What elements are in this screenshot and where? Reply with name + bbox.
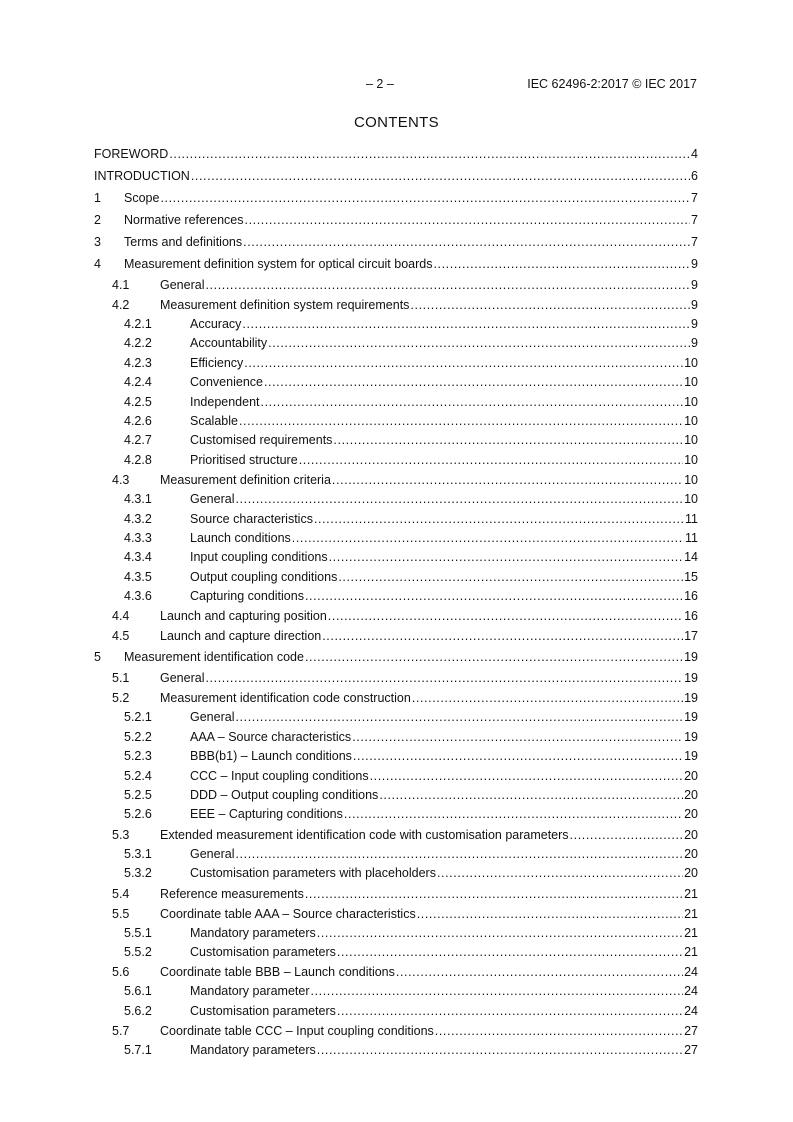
toc-entry-page: 20: [684, 788, 698, 803]
toc-entry-page: 7: [691, 191, 698, 205]
dot-leader: [299, 451, 683, 470]
toc-entry-page: 16: [684, 609, 698, 624]
toc-entry-page: 10: [684, 433, 698, 448]
toc-entry-number: 4.2: [112, 298, 130, 312]
table-of-contents: [94, 143, 698, 1061]
toc-entry[interactable]: [94, 646, 698, 668]
toc-entry-number: 4.3.5: [124, 569, 152, 584]
toc-entry[interactable]: [94, 587, 698, 606]
toc-entry-page: 17: [684, 629, 698, 644]
toc-entry-title: Output coupling conditions: [190, 569, 338, 584]
toc-entry[interactable]: [94, 529, 698, 548]
toc-entry-title: General: [160, 278, 205, 292]
toc-entry-title: General: [190, 492, 235, 507]
toc-entry-page: 20: [684, 866, 698, 881]
toc-entry[interactable]: [94, 315, 698, 334]
dot-leader: [433, 253, 690, 275]
toc-entry-title: EEE – Capturing conditions: [190, 807, 343, 822]
toc-entry[interactable]: [94, 982, 698, 1001]
toc-entry-number: 4.2.1: [124, 317, 152, 331]
toc-entry-page: 19: [684, 671, 698, 686]
toc-entry-title: General: [160, 671, 205, 686]
toc-entry-title: Mandatory parameter: [190, 984, 310, 999]
toc-entry-page: 19: [684, 710, 698, 725]
dot-leader: [235, 708, 683, 727]
toc-entry[interactable]: [94, 845, 698, 864]
toc-entry-page: 7: [691, 235, 698, 249]
toc-entry-title: Customisation parameters: [190, 944, 336, 959]
toc-entry-number: 5.2.4: [124, 768, 152, 783]
toc-entry[interactable]: [94, 373, 698, 392]
toc-entry-page: 9: [691, 336, 698, 351]
toc-entry-number: 3: [94, 235, 101, 249]
toc-entry-page: 21: [684, 925, 698, 940]
toc-entry-title: BBB(b1) – Launch conditions: [190, 749, 352, 764]
dot-leader: [338, 568, 683, 587]
toc-entry-page: 20: [684, 768, 698, 783]
dot-leader: [244, 354, 683, 373]
toc-entry-title: INTRODUCTION: [94, 169, 190, 183]
dot-leader: [337, 1002, 683, 1021]
toc-entry-number: 4.2.3: [124, 355, 152, 370]
dot-leader: [333, 431, 683, 450]
dot-leader: [243, 231, 690, 253]
toc-entry-title: Measurement definition system requirements: [160, 298, 410, 312]
toc-entry-number: 5.6.1: [124, 984, 152, 999]
toc-entry-page: 21: [684, 886, 698, 901]
toc-entry[interactable]: [94, 334, 698, 353]
dot-leader: [370, 767, 684, 786]
toc-entry-number: 5.2.6: [124, 807, 152, 822]
toc-entry-title: Mandatory parameters: [190, 925, 316, 940]
toc-entry-number: 4.2.8: [124, 452, 152, 467]
toc-entry-page: 10: [684, 473, 698, 488]
dot-leader: [311, 982, 684, 1001]
toc-entry[interactable]: [94, 231, 698, 253]
toc-entry-number: 4.2.2: [124, 336, 152, 351]
toc-entry-number: 5.7: [112, 1024, 130, 1039]
toc-entry[interactable]: [94, 606, 698, 626]
dot-leader: [353, 747, 683, 766]
toc-entry-number: 5.5.2: [124, 944, 152, 959]
toc-entry[interactable]: [94, 295, 698, 315]
toc-entry-title: Source characteristics: [190, 511, 313, 526]
toc-entry-page: 27: [684, 1043, 698, 1058]
toc-entry-number: 2: [94, 213, 101, 227]
toc-entry-page: 27: [684, 1024, 698, 1039]
toc-entry-page: 10: [684, 394, 698, 409]
toc-entry-page: 24: [684, 1003, 698, 1018]
dot-leader: [570, 825, 684, 845]
toc-entry-page: 19: [684, 691, 698, 706]
dot-leader: [396, 962, 683, 982]
dot-leader: [337, 943, 683, 962]
toc-entry-number: 5.4: [112, 886, 130, 901]
toc-entry-number: 4.3: [112, 473, 130, 488]
toc-entry-page: 24: [684, 984, 698, 999]
toc-entry-number: 4: [94, 257, 101, 271]
toc-entry-page: 21: [684, 906, 698, 921]
toc-entry-title: General: [190, 846, 235, 861]
toc-entry[interactable]: [94, 253, 698, 275]
toc-entry[interactable]: [94, 825, 698, 845]
toc-entry-page: 19: [684, 749, 698, 764]
toc-entry-number: 4.2.4: [124, 375, 152, 390]
toc-entry-number: 4.3.6: [124, 589, 152, 604]
toc-entry-page: 10: [684, 355, 698, 370]
toc-entry-page: 10: [684, 452, 698, 467]
dot-leader: [261, 393, 684, 412]
page-header: [0, 77, 793, 93]
toc-entry[interactable]: [94, 451, 698, 470]
toc-entry[interactable]: [94, 275, 698, 295]
toc-title: CONTENTS: [354, 114, 439, 131]
dot-leader: [344, 805, 683, 824]
toc-entry-title: Launch and capture direction: [160, 629, 322, 644]
page-number: – 2 –: [366, 77, 394, 91]
toc-entry-title: Extended measurement identification code with customisation parameters: [160, 827, 569, 842]
dot-leader: [328, 606, 683, 626]
toc-entry[interactable]: [94, 786, 698, 805]
toc-entry[interactable]: [94, 805, 698, 824]
toc-entry-page: 19: [684, 650, 698, 665]
dot-leader: [417, 904, 683, 924]
toc-entry-number: 5.2.2: [124, 729, 152, 744]
toc-entry-title: FOREWORD: [94, 147, 169, 161]
dot-leader: [160, 187, 690, 209]
toc-entry-number: 4.2.7: [124, 433, 152, 448]
toc-entry[interactable]: [94, 393, 698, 412]
dot-leader: [379, 786, 683, 805]
toc-entry[interactable]: [94, 490, 698, 509]
toc-entry-title: Launch and capturing position: [160, 609, 327, 624]
toc-entry-page: 9: [691, 257, 698, 271]
toc-entry[interactable]: [94, 143, 698, 165]
toc-entry[interactable]: [94, 412, 698, 431]
dot-leader: [264, 373, 683, 392]
toc-entry[interactable]: [94, 904, 698, 924]
dot-leader: [412, 688, 683, 708]
toc-entry-title: Capturing conditions: [190, 589, 304, 604]
toc-entry-title: Terms and definitions: [124, 235, 243, 249]
toc-entry-page: 21: [684, 944, 698, 959]
toc-entry-page: 24: [684, 965, 698, 980]
toc-entry-page: 9: [691, 317, 698, 331]
toc-entry-page: 11: [685, 530, 698, 545]
toc-entry-number: 5.5.1: [124, 925, 152, 940]
toc-entry-title: Measurement definition criteria: [160, 473, 331, 488]
toc-entry-number: 4.3.3: [124, 530, 152, 545]
toc-entry[interactable]: [94, 924, 698, 943]
toc-entry-title: Scope: [124, 191, 160, 205]
toc-entry[interactable]: [94, 747, 698, 766]
toc-entry-title: Input coupling conditions: [190, 550, 328, 565]
toc-entry[interactable]: [94, 668, 698, 688]
toc-entry-title: Prioritised structure: [190, 452, 298, 467]
toc-entry-number: 5.6.2: [124, 1003, 152, 1018]
toc-entry-number: 5.2.5: [124, 788, 152, 803]
toc-entry[interactable]: [94, 626, 698, 646]
toc-entry-number: 4.2.5: [124, 394, 152, 409]
dot-leader: [437, 864, 683, 883]
toc-entry-number: 4.1: [112, 278, 130, 292]
toc-entry-title: Convenience: [190, 375, 263, 390]
toc-entry[interactable]: [94, 568, 698, 587]
toc-entry-page: 20: [684, 846, 698, 861]
toc-entry[interactable]: [94, 688, 698, 708]
toc-entry-title: Scalable: [190, 413, 238, 428]
toc-entry-number: 5: [94, 650, 101, 665]
toc-entry-title: Measurement identification code: [124, 650, 304, 665]
toc-entry[interactable]: [94, 962, 698, 982]
toc-entry-title: Measurement definition system for optical circuit boards: [124, 257, 433, 271]
toc-entry-page: 16: [684, 589, 698, 604]
dot-leader: [305, 884, 683, 904]
toc-entry-page: 11: [685, 511, 698, 526]
toc-entry-number: 5.3: [112, 827, 130, 842]
dot-leader: [435, 1021, 683, 1041]
toc-entry-title: Reference measurements: [160, 886, 304, 901]
toc-entry[interactable]: [94, 943, 698, 962]
toc-entry[interactable]: [94, 767, 698, 786]
toc-entry[interactable]: [94, 1002, 698, 1021]
dot-leader: [169, 143, 690, 165]
dot-leader: [305, 646, 683, 668]
toc-entry-page: 10: [684, 492, 698, 507]
dot-leader: [305, 587, 683, 606]
dot-leader: [205, 275, 690, 295]
dot-leader: [235, 490, 683, 509]
toc-entry-title: Coordinate table CCC – Input coupling conditions: [160, 1024, 434, 1039]
toc-entry-page: 19: [684, 729, 698, 744]
toc-entry-number: 5.2.1: [124, 710, 152, 725]
dot-leader: [314, 510, 684, 529]
dot-leader: [317, 1041, 683, 1060]
toc-entry-number: 4.3.1: [124, 492, 152, 507]
dot-leader: [268, 334, 690, 353]
toc-entry-title: Normative references: [124, 213, 244, 227]
toc-entry-page: 9: [691, 278, 698, 292]
dot-leader: [317, 924, 683, 943]
toc-entry-page: 10: [684, 375, 698, 390]
toc-entry-title: Accuracy: [190, 317, 242, 331]
toc-entry-number: 5.2.3: [124, 749, 152, 764]
toc-entry-title: General: [190, 710, 235, 725]
dot-leader: [410, 295, 690, 315]
dot-leader: [329, 548, 683, 567]
toc-entry-page: 4: [691, 147, 698, 161]
toc-entry-title: Accountability: [190, 336, 268, 351]
toc-entry-number: 1: [94, 191, 101, 205]
toc-entry-number: 5.6: [112, 965, 130, 980]
toc-entry[interactable]: [94, 510, 698, 529]
toc-entry[interactable]: [94, 431, 698, 450]
toc-entry[interactable]: [94, 728, 698, 747]
dot-leader: [191, 165, 690, 187]
toc-entry-number: 5.1: [112, 671, 130, 686]
toc-entry-page: 6: [691, 169, 698, 183]
toc-entry-number: 4.3.4: [124, 550, 152, 565]
toc-entry-number: 4.4: [112, 609, 130, 624]
toc-entry-page: 9: [691, 298, 698, 312]
toc-entry-number: 5.5: [112, 906, 130, 921]
toc-entry-number: 5.3.2: [124, 866, 152, 881]
toc-entry-page: 20: [684, 807, 698, 822]
toc-entry-title: Customisation parameters with placeholders: [190, 866, 436, 881]
toc-entry-title: CCC – Input coupling conditions: [190, 768, 369, 783]
toc-entry-number: 4.2.6: [124, 413, 152, 428]
toc-entry[interactable]: [94, 548, 698, 567]
toc-entry-title: Coordinate table AAA – Source characteristics: [160, 906, 416, 921]
toc-entry-title: Independent: [190, 394, 260, 409]
toc-entry[interactable]: [94, 884, 698, 904]
toc-entry-number: 4.5: [112, 629, 130, 644]
dot-leader: [322, 626, 683, 646]
toc-entry-page: 10: [684, 413, 698, 428]
toc-entry-title: Customised requirements: [190, 433, 333, 448]
toc-entry[interactable]: [94, 864, 698, 883]
toc-entry[interactable]: [94, 1041, 698, 1060]
toc-entry-title: Measurement identification code construction: [160, 691, 411, 706]
toc-entry-title: Customisation parameters: [190, 1003, 336, 1018]
toc-entry-title: Coordinate table BBB – Launch conditions: [160, 965, 395, 980]
toc-entry[interactable]: [94, 187, 698, 209]
toc-entry-page: 20: [684, 827, 698, 842]
toc-entry[interactable]: [94, 1021, 698, 1041]
toc-entry-number: 4.3.2: [124, 511, 152, 526]
toc-entry-number: 5.2: [112, 691, 130, 706]
copyright-notice: IEC 62496-2:2017 © IEC 2017: [527, 77, 697, 91]
toc-entry-title: Mandatory parameters: [190, 1043, 316, 1058]
dot-leader: [245, 209, 691, 231]
toc-entry-title: Efficiency: [190, 355, 244, 370]
dot-leader: [235, 845, 683, 864]
toc-entry-title: DDD – Output coupling conditions: [190, 788, 379, 803]
toc-entry-number: 5.3.1: [124, 846, 152, 861]
dot-leader: [239, 412, 683, 431]
toc-entry[interactable]: [94, 354, 698, 373]
toc-entry[interactable]: [94, 470, 698, 490]
toc-entry-page: 15: [684, 569, 698, 584]
toc-entry-page: 7: [691, 213, 698, 227]
toc-entry-page: 14: [684, 550, 698, 565]
dot-leader: [242, 315, 690, 334]
dot-leader: [205, 668, 683, 688]
dot-leader: [332, 470, 683, 490]
toc-entry-title: AAA – Source characteristics: [190, 729, 352, 744]
dot-leader: [292, 529, 684, 548]
toc-entry[interactable]: [94, 708, 698, 727]
toc-entry-number: 5.7.1: [124, 1043, 152, 1058]
toc-entry-title: Launch conditions: [190, 530, 291, 545]
dot-leader: [352, 728, 683, 747]
toc-entry[interactable]: [94, 209, 698, 231]
toc-entry[interactable]: [94, 165, 698, 187]
